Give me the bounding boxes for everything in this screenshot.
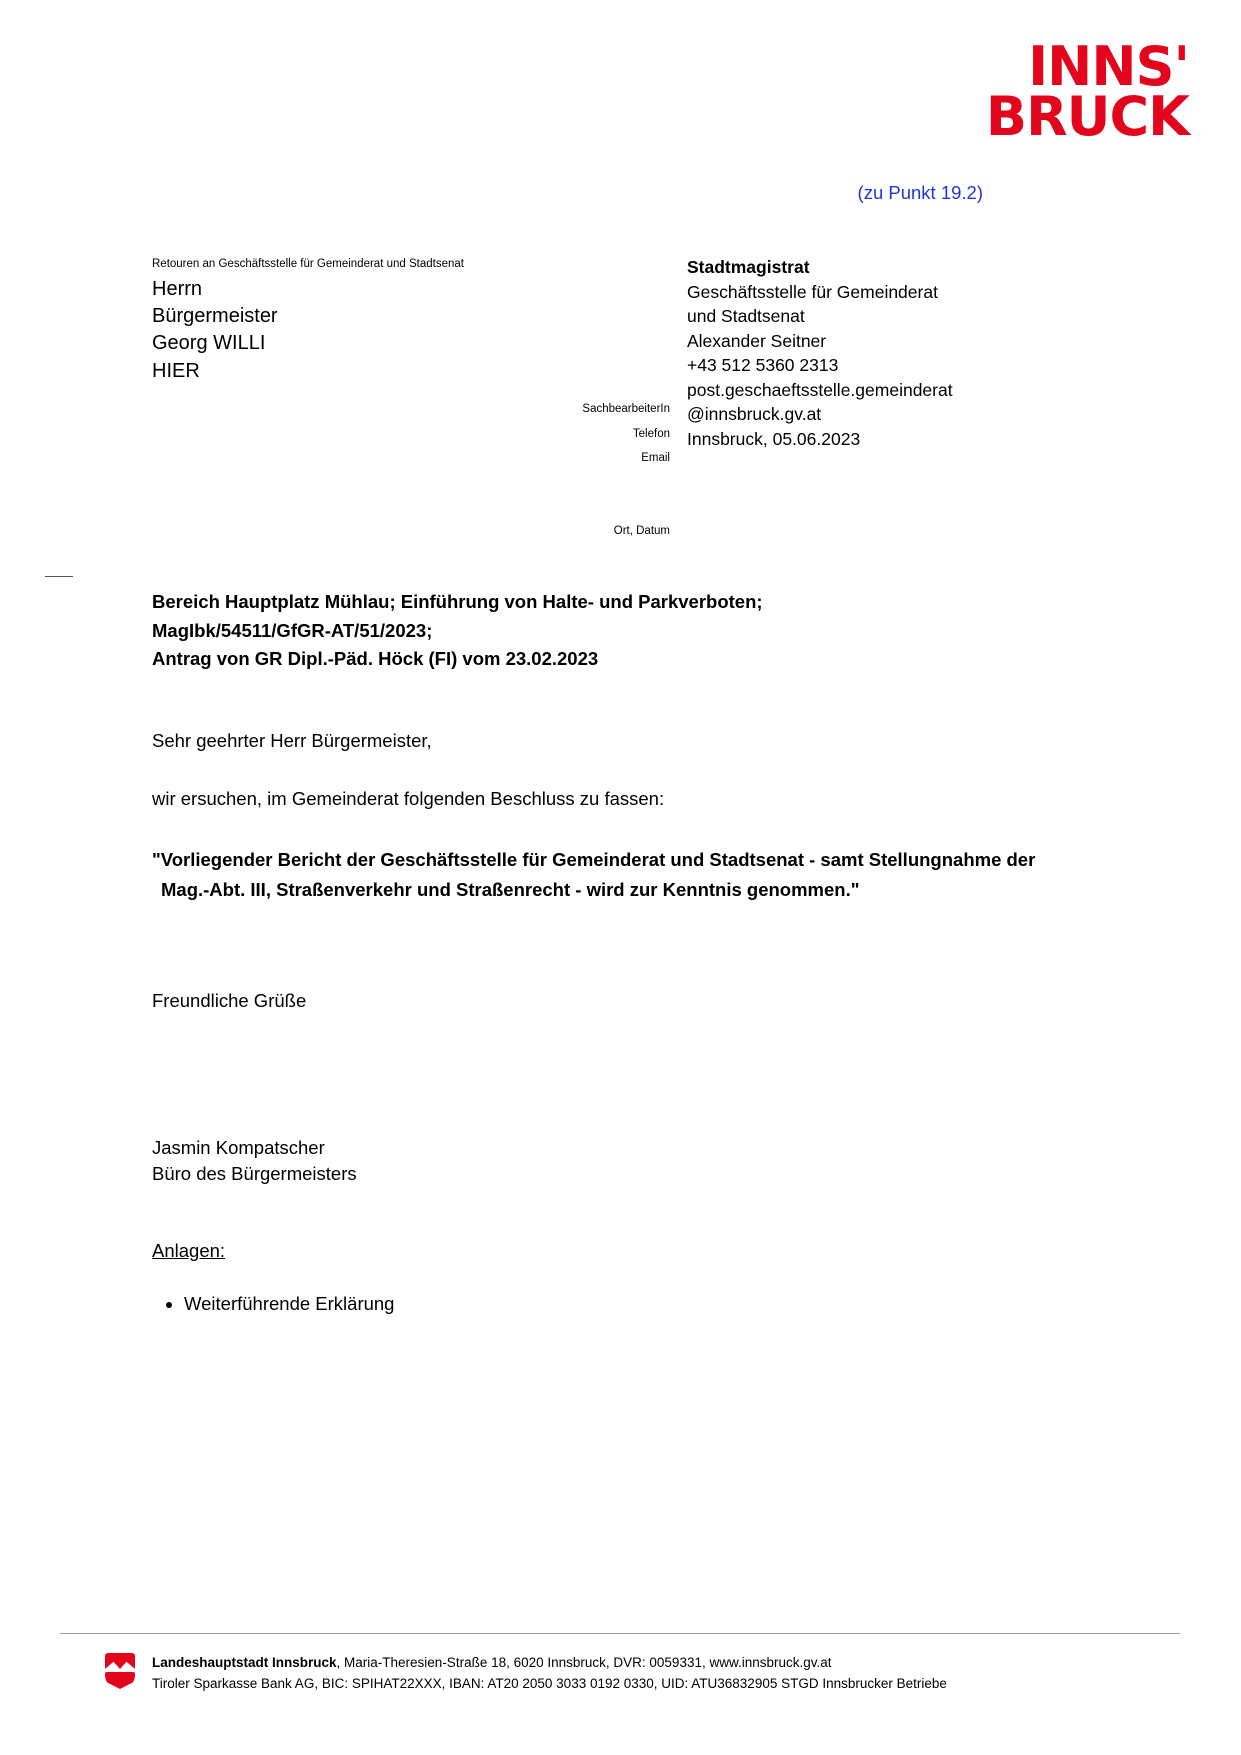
- meta-label-sachbearbeiter: SachbearbeiterIn: [582, 403, 670, 415]
- sender-phone: +43 512 5360 2313: [687, 355, 839, 375]
- footer-city-name: Landeshauptstadt Innsbruck: [152, 1655, 337, 1670]
- sender-place-date: Innsbruck, 05.06.2023: [687, 428, 861, 449]
- footer-block: [152, 1653, 947, 1694]
- signer-name: Jasmin Kompatscher: [152, 1137, 325, 1158]
- sender-dept-line-1: Geschäftsstelle für Gemeinderat: [687, 281, 938, 302]
- recipient-block: [152, 276, 278, 385]
- attachments-list: [152, 1290, 394, 1318]
- footer-city-address: , Maria-Theresien-Straße 18, 6020 Innsbruck, DVR: 0059331, www.innsbruck.gv.at: [336, 1655, 832, 1670]
- meta-label-ort-datum: Ort, Datum: [613, 524, 670, 537]
- logo-line-2: BRUCK: [985, 84, 1189, 148]
- sender-dept-line-2: und Stadtsenat: [687, 306, 805, 326]
- subject-line-3: Antrag von GR Dipl.-Päd. Höck (FI) vom 23.02.2023: [152, 648, 599, 670]
- resolution-text: "Vorliegender Bericht der Geschäftsstelle für Gemeinderat und Stadtsenat - samt Stellungnahme der Mag.-Abt. III, Straßenverkehr und Straßenrecht - wird zur Kenntnis genommen.": [152, 849, 1036, 900]
- sender-contact: Alexander Seitner: [687, 330, 827, 351]
- attachments-title: Anlagen:: [152, 1240, 226, 1261]
- innsbruck-logo: [985, 35, 1189, 148]
- intro-paragraph: wir ersuchen, im Gemeinderat folgenden Beschluss zu fassen:: [152, 788, 665, 809]
- sender-org: Stadtmagistrat: [687, 257, 810, 277]
- return-address-note: Retouren an Geschäftsstelle für Gemeinderat und Stadtsenat: [152, 258, 464, 270]
- signer-role: Büro des Bürgermeisters: [152, 1163, 357, 1185]
- subject-line-2: MagIbk/54511/GfGR-AT/51/2023;: [152, 619, 433, 641]
- recipient-line-3: Georg WILLI: [152, 332, 266, 355]
- meta-label-telefon: Telefon: [632, 427, 670, 440]
- sender-email-line-1: post.geschaeftsstelle.gemeinderat: [687, 379, 953, 400]
- meta-labels: [448, 331, 670, 550]
- recipient-line-4: HIER: [152, 359, 200, 382]
- meta-label-email: Email: [641, 452, 670, 464]
- innsbruck-crest-icon: [105, 1653, 135, 1691]
- sender-email-line-2: @innsbruck.gv.at: [687, 404, 822, 424]
- recipient-line-1: Herrn: [152, 278, 203, 300]
- footer-divider: [60, 1633, 1180, 1634]
- agenda-point-note: (zu Punkt 19.2): [857, 182, 983, 203]
- footer-line-1: [152, 1653, 947, 1674]
- subject-line-1: Bereich Hauptplatz Mühlau; Einführung von Halte- und Parkverboten;: [152, 591, 763, 612]
- signer-block: [152, 1135, 357, 1188]
- logo-line-1: INNS': [1028, 35, 1189, 98]
- meta-label-spacer-2: [448, 478, 670, 526]
- list-item: • Weiterführende Erklärung: [184, 1290, 394, 1318]
- meta-label-spacer: [448, 331, 670, 404]
- salutation: Sehr geehrter Herr Bürgermeister,: [152, 730, 432, 751]
- subject-block: [152, 588, 972, 674]
- recipient-line-2: Bürgermeister: [152, 305, 278, 328]
- closing-greeting: Freundliche Grüße: [152, 990, 307, 1011]
- fold-mark: [45, 576, 73, 577]
- sender-block: [687, 255, 953, 451]
- footer-line-2: Tiroler Sparkasse Bank AG, BIC: SPIHAT22XXX, IBAN: AT20 2050 3033 0192 0330, UID: ATU36832905 STGD Innsbrucker Betriebe: [152, 1675, 947, 1691]
